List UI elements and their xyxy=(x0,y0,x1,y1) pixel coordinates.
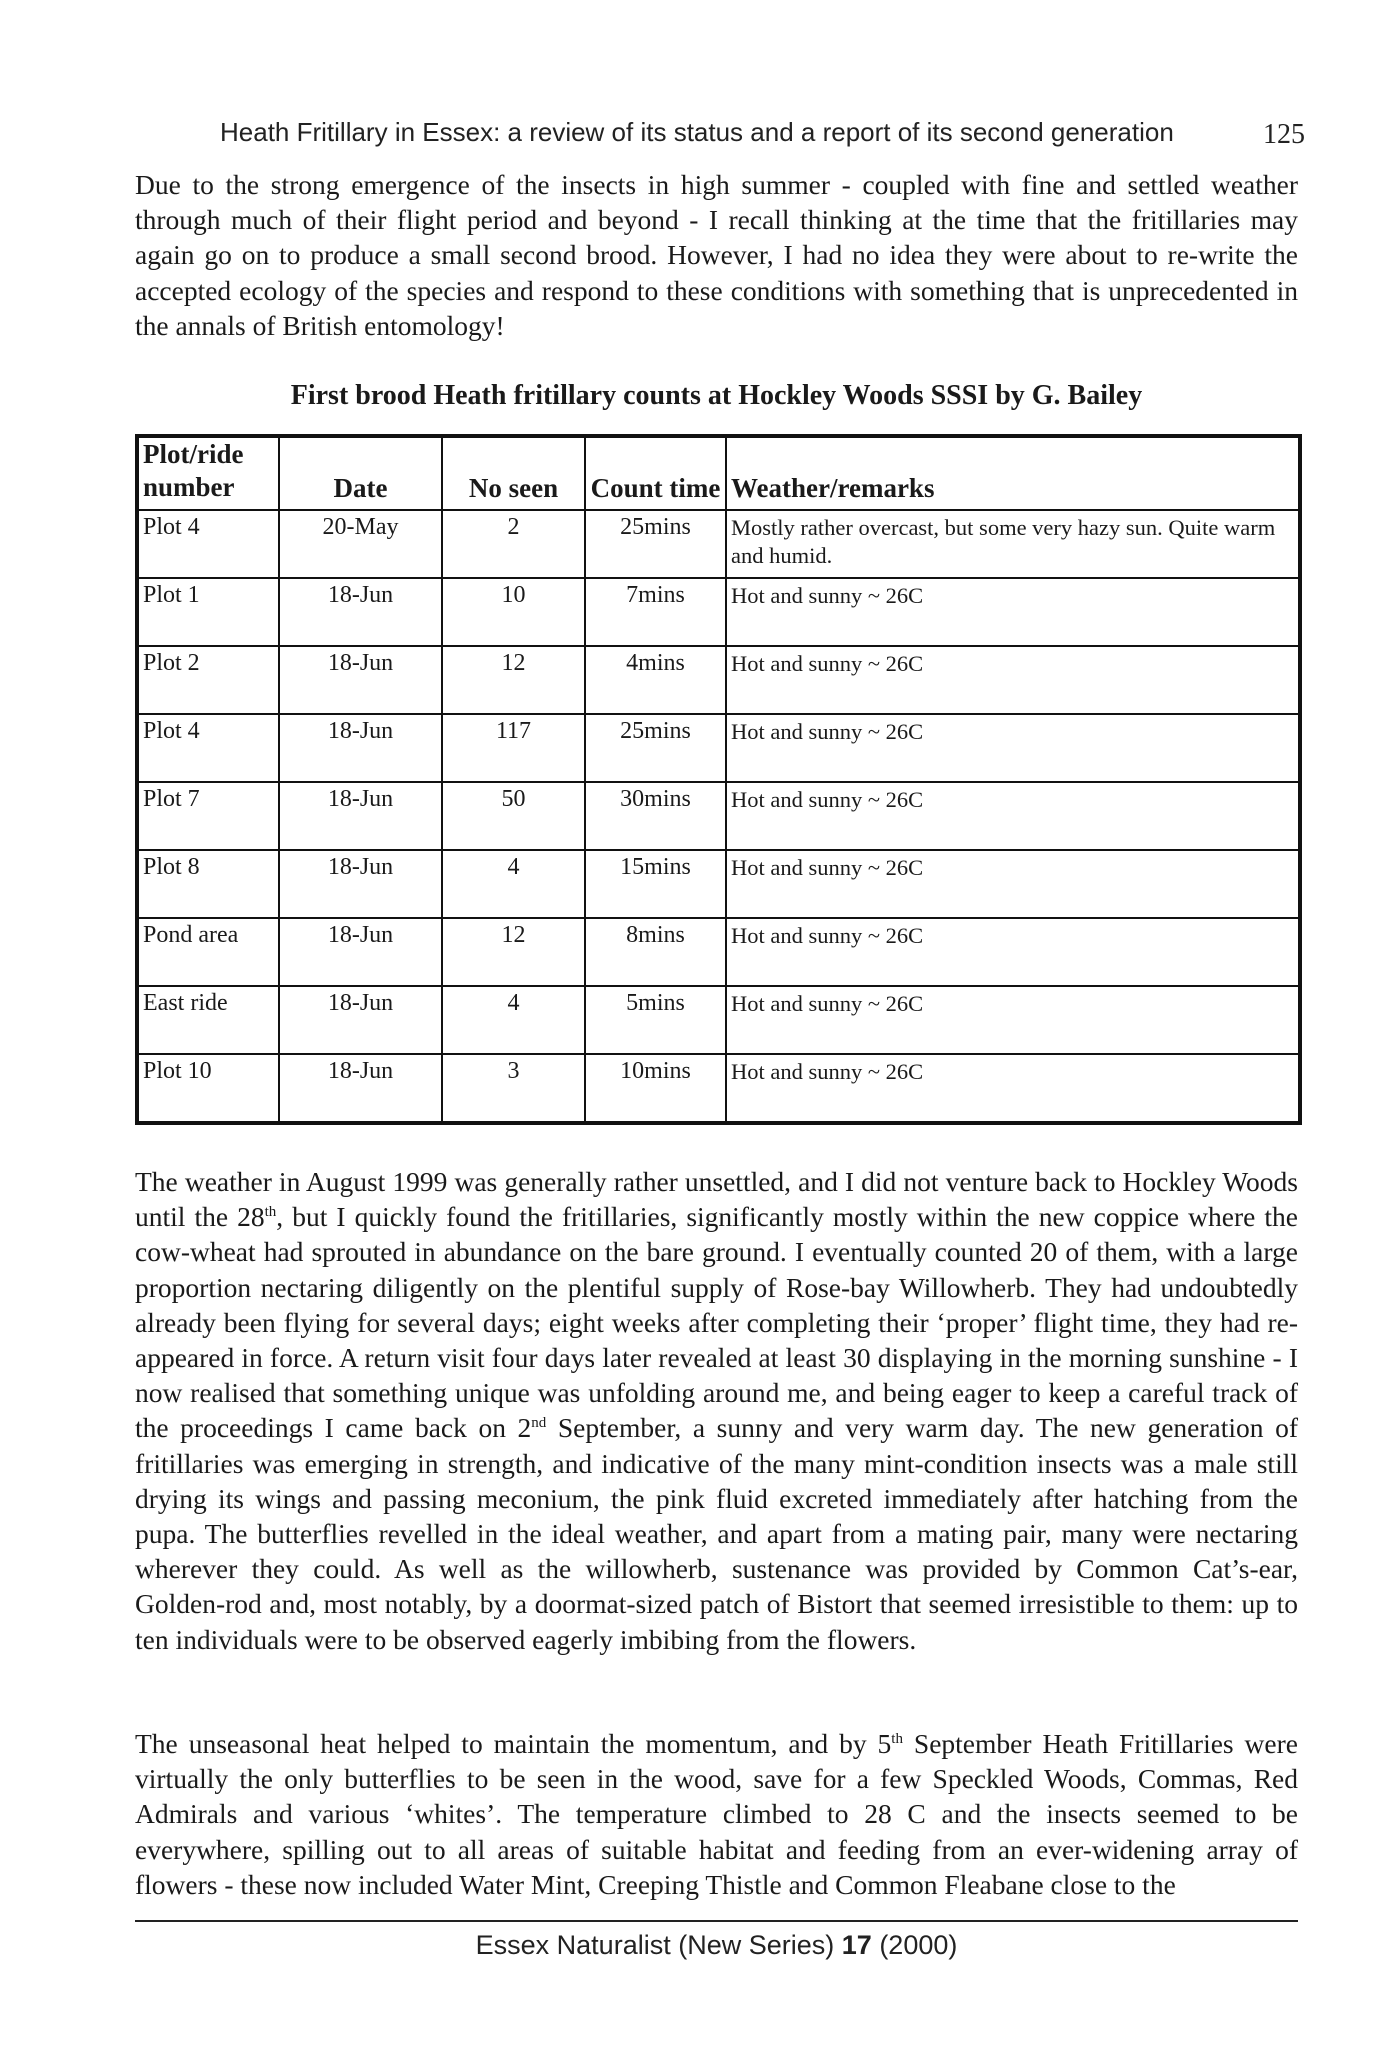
table-row xyxy=(137,986,1300,1054)
table-row xyxy=(137,646,1300,714)
cell-weather: Hot and sunny ~ 26C xyxy=(726,1054,1300,1123)
journal-name: Essex Naturalist (New Series) xyxy=(475,1930,835,1960)
cell-plot: Pond area xyxy=(137,918,279,986)
table-row xyxy=(137,1054,1300,1123)
table-row xyxy=(137,850,1300,918)
cell-plot: Plot 2 xyxy=(137,646,279,714)
cell-count-time: 8mins xyxy=(585,918,726,986)
ordinal-suffix: th xyxy=(264,1204,277,1221)
column-header-count-time: Count time xyxy=(585,436,726,510)
paragraph-text: , but I quickly found the fritillaries, significantly mostly within the new coppice where the cow-wheat had sprouted in abundance on the bare ground. I eventually counted 20 of them, with a large proportion nectaring diligently on the plentiful supply of Rose-bay Willowherb. They had undoubtedly already been flying for several days; eight weeks after completing their ‘proper’ flight time, they had re-appeared in force. A return visit four days later revealed at least 30 displaying in the morning sunshine - I now realised that something unique was unfolding around me, and being eager to keep a careful track of the proceedings I came back on 2 xyxy=(135,1201,1298,1444)
cell-count-time: 15mins xyxy=(585,850,726,918)
table-row xyxy=(137,510,1300,578)
cell-date: 18-Jun xyxy=(279,986,442,1054)
cell-date: 18-Jun xyxy=(279,850,442,918)
cell-count-time: 25mins xyxy=(585,714,726,782)
publication-year: (2000) xyxy=(879,1930,958,1960)
cell-date: 18-Jun xyxy=(279,646,442,714)
cell-no-seen: 10 xyxy=(442,578,585,646)
cell-weather: Hot and sunny ~ 26C xyxy=(726,850,1300,918)
cell-count-time: 7mins xyxy=(585,578,726,646)
cell-weather: Hot and sunny ~ 26C xyxy=(726,578,1300,646)
cell-count-time: 10mins xyxy=(585,1054,726,1123)
paragraph-text: September Heath Fritillaries were virtually the only butterflies to be seen in the wood, save for a few Speckled Woods, Commas, Red Admirals and various ‘whites’. The temperature climbed to 28 C and the insects seemed to be everywhere, spilling out to all areas of suitable habitat and feeding from an ever-widening array of flowers - these now included Water Mint, Creeping Thistle and Common Fleabane close to the xyxy=(135,1728,1298,1900)
cell-date: 18-Jun xyxy=(279,1054,442,1123)
page-number: 125 xyxy=(1263,119,1305,150)
intro-paragraph: Due to the strong emergence of the insects in high summer - coupled with fine and settled weather through much of their flight period and beyond - I recall thinking at the time that the fritillaries may again go on to produce a small second brood. However, I had no idea they were about to re-write the accepted ecology of the species and respond to these conditions with something that is unprecedented in the annals of British entomology! xyxy=(135,169,1298,341)
cell-count-time: 5mins xyxy=(585,986,726,1054)
cell-date: 20-May xyxy=(279,510,442,578)
paragraph-text: The unseasonal heat helped to maintain the momentum, and by 5 xyxy=(135,1728,892,1759)
cell-plot: Plot 8 xyxy=(137,850,279,918)
body-paragraph-august xyxy=(135,1164,1298,1657)
column-header-date: Date xyxy=(279,436,442,510)
table-row xyxy=(137,782,1300,850)
cell-weather: Mostly rather overcast, but some very hazy sun. Quite warm and humid. xyxy=(726,510,1300,578)
running-header xyxy=(220,117,1305,157)
cell-plot: Plot 1 xyxy=(137,578,279,646)
cell-plot: Plot 4 xyxy=(137,510,279,578)
cell-weather: Hot and sunny ~ 26C xyxy=(726,782,1300,850)
cell-date: 18-Jun xyxy=(279,918,442,986)
table-header xyxy=(137,436,1300,510)
ordinal-suffix: th xyxy=(891,1730,903,1747)
cell-no-seen: 4 xyxy=(442,850,585,918)
cell-date: 18-Jun xyxy=(279,782,442,850)
volume-number: 17 xyxy=(841,1930,872,1960)
table-row xyxy=(137,578,1300,646)
cell-count-time: 25mins xyxy=(585,510,726,578)
cell-no-seen: 50 xyxy=(442,782,585,850)
cell-no-seen: 12 xyxy=(442,918,585,986)
table-row xyxy=(137,714,1300,782)
cell-date: 18-Jun xyxy=(279,578,442,646)
body-paragraph-september xyxy=(135,1726,1298,1902)
cell-weather: Hot and sunny ~ 26C xyxy=(726,986,1300,1054)
column-header-plot: Plot/ride number xyxy=(137,436,279,510)
column-header-weather: Weather/remarks xyxy=(726,436,1300,510)
paragraph-text: The weather in August 1999 was generally rather unsettled, and I did not venture back to Hockley Woods until the 28 xyxy=(135,1166,1298,1233)
paragraph-text: September, a sunny and very warm day. The new generation of fritillaries was emerging in strength, and indicative of the many mint-condition insects was a male still drying its wings and passing meconium, the pink fluid excreted immediately after hatching from the pupa. The butterflies revelled in the ideal weather, and apart from a mating pair, many were nectaring wherever they could. As well as the willowherb, sustenance was provided by Common Cat’s-ear, Golden-rod and, most notably, by a doormat-sized patch of Bistort that seemed irresistible to them: up to ten individuals were to be observed eagerly imbibing from the flowers. xyxy=(135,1412,1299,1655)
cell-no-seen: 3 xyxy=(442,1054,585,1123)
footer-divider xyxy=(135,1920,1298,1922)
cell-count-time: 4mins xyxy=(585,646,726,714)
ordinal-suffix: nd xyxy=(531,1415,547,1432)
table-caption: First brood Heath fritillary counts at Hockley Woods SSSI by G. Bailey xyxy=(290,380,1143,411)
cell-plot: Plot 10 xyxy=(137,1054,279,1123)
footer-citation xyxy=(135,1930,1298,1961)
cell-no-seen: 12 xyxy=(442,646,585,714)
cell-plot: Plot 4 xyxy=(137,714,279,782)
table-header-row xyxy=(137,436,1300,510)
cell-plot: Plot 7 xyxy=(137,782,279,850)
fritillary-counts-table xyxy=(135,434,1302,1125)
running-title: Heath Fritillary in Essex: a review of its status and a report of its second generation xyxy=(220,117,1174,147)
table-body xyxy=(137,510,1300,1123)
cell-plot: East ride xyxy=(137,986,279,1054)
cell-count-time: 30mins xyxy=(585,782,726,850)
cell-weather: Hot and sunny ~ 26C xyxy=(726,918,1300,986)
cell-no-seen: 117 xyxy=(442,714,585,782)
cell-date: 18-Jun xyxy=(279,714,442,782)
table-row xyxy=(137,918,1300,986)
column-header-no-seen: No seen xyxy=(442,436,585,510)
cell-weather: Hot and sunny ~ 26C xyxy=(726,714,1300,782)
cell-no-seen: 4 xyxy=(442,986,585,1054)
cell-no-seen: 2 xyxy=(442,510,585,578)
cell-weather: Hot and sunny ~ 26C xyxy=(726,646,1300,714)
